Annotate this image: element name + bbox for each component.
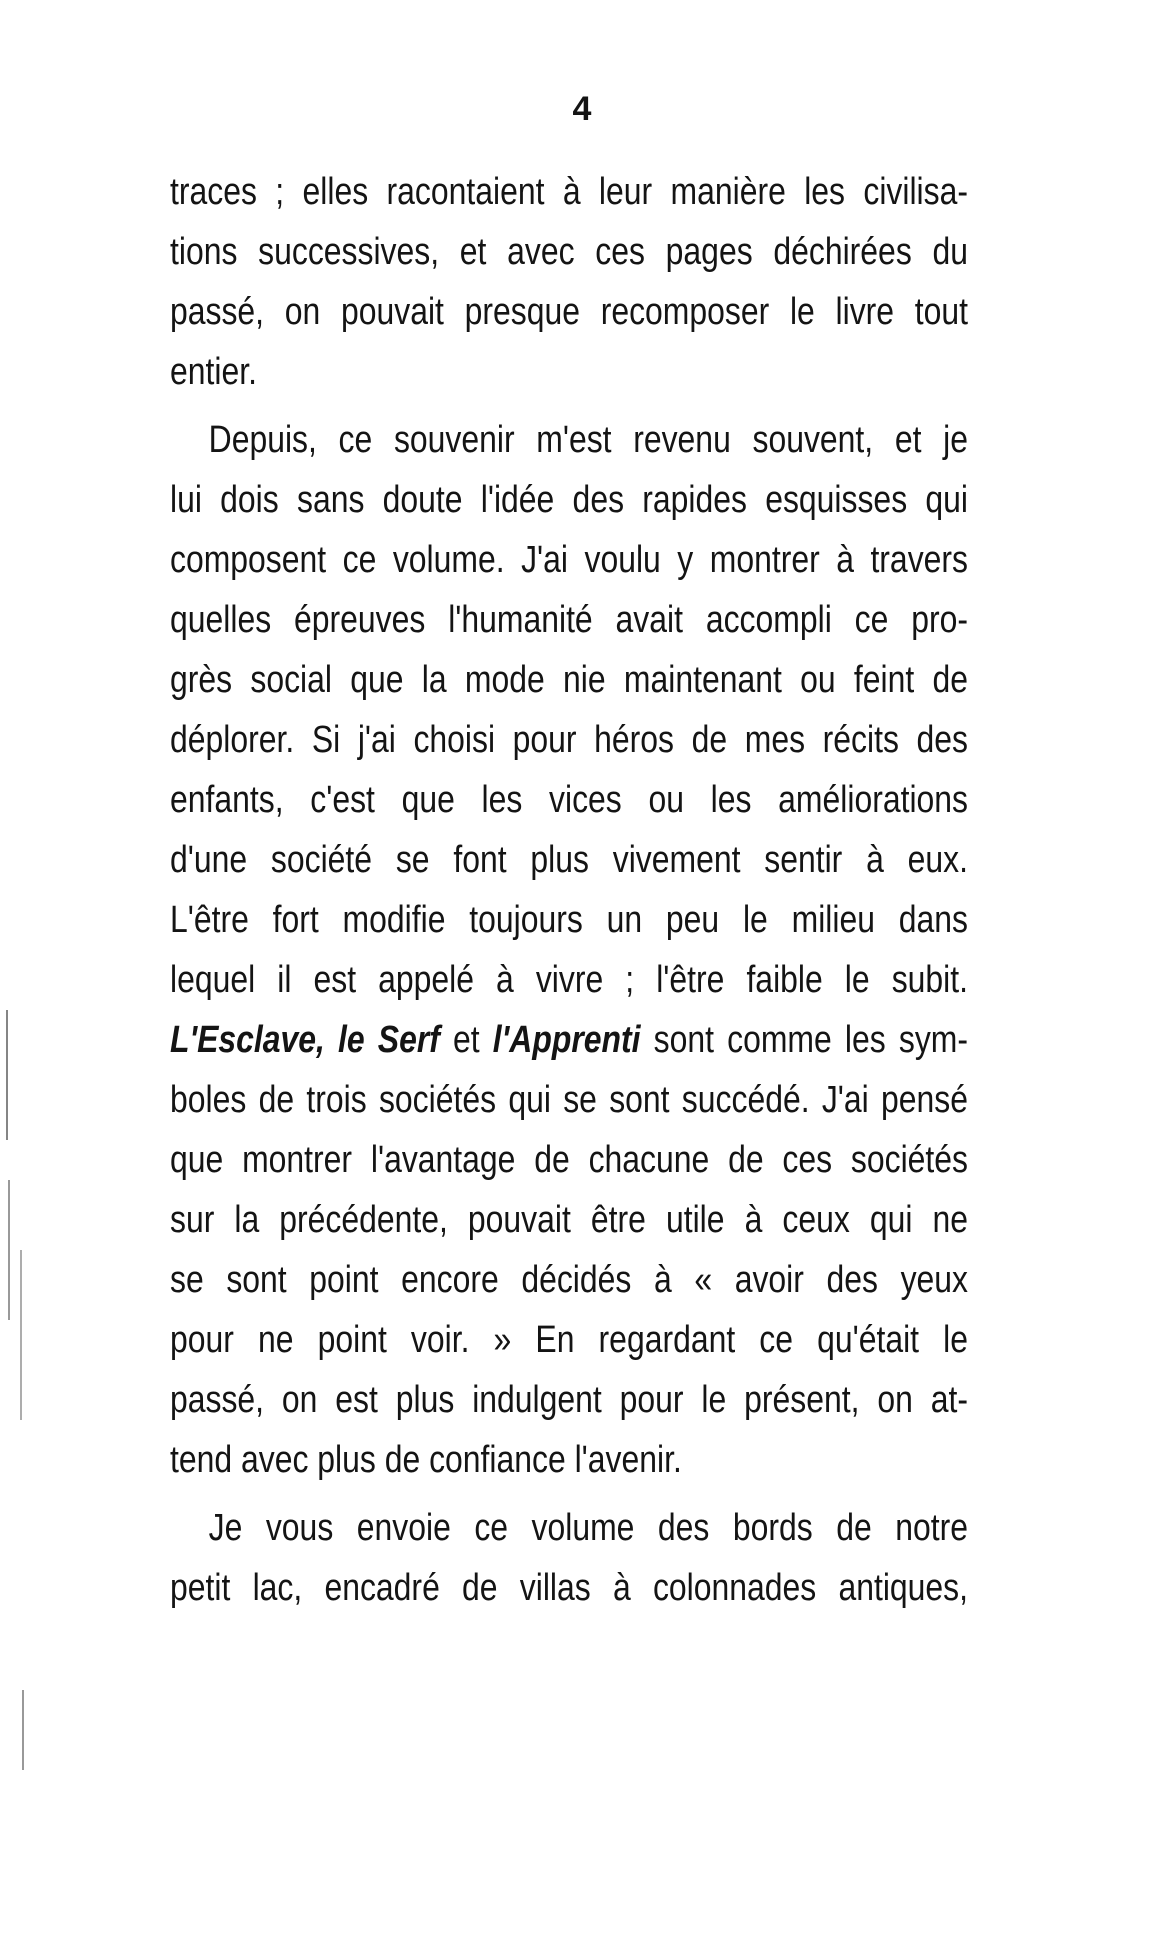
text-line: traces ; elles racontaient à leur manière les civilisa- xyxy=(170,171,968,213)
text-line: que montrer l'avantage de chacune de ces sociétés xyxy=(170,1139,968,1181)
paragraph-1 xyxy=(170,162,968,402)
text-line: se sont point encore décidés à « avoir des yeux xyxy=(170,1259,968,1301)
scan-margin-mark xyxy=(22,1690,24,1770)
text-line: quelles épreuves l'humanité avait accompli ce pro- xyxy=(170,599,968,641)
text-line: tend avec plus de confiance l'avenir. xyxy=(170,1439,682,1481)
text-line: d'une société se font plus vivement sentir à eux. xyxy=(170,839,968,881)
text-line: grès social que la mode nie maintenant ou feint de xyxy=(170,659,968,701)
text-line: lequel il est appelé à vivre ; l'être faible le subit. xyxy=(170,959,968,1001)
text-line: tions successives, et avec ces pages déchirées du xyxy=(170,231,968,273)
text-line: composent ce volume. J'ai voulu y montrer à travers xyxy=(170,539,968,581)
page-number: 4 xyxy=(572,90,592,128)
text-line-with-titles xyxy=(170,1010,968,1070)
conjunction: et xyxy=(439,1019,493,1061)
paragraph-3 xyxy=(170,1498,968,1618)
text-line: sur la précédente, pouvait être utile à ceux qui ne xyxy=(170,1199,968,1241)
text-line: Depuis, ce souvenir m'est revenu souvent, et je xyxy=(208,419,968,461)
text-line: Je vous envoie ce volume des bords de notre xyxy=(208,1507,968,1549)
scan-margin-mark xyxy=(6,1010,8,1140)
scan-margin-mark xyxy=(20,1250,22,1420)
text-line: passé, on est plus indulgent pour le présent, on at- xyxy=(170,1379,968,1421)
paragraph-2 xyxy=(170,410,968,1490)
text-line: entier. xyxy=(170,351,257,393)
scan-margin-mark xyxy=(8,1180,10,1320)
line-continuation: sont comme les sym- xyxy=(640,1019,968,1061)
text-line: L'être fort modifie toujours un peu le milieu dans xyxy=(170,899,968,941)
text-line: pour ne point voir. » En regardant ce qu'était le xyxy=(170,1319,968,1361)
text-line: petit lac, encadré de villas à colonnades antiques, xyxy=(170,1567,968,1609)
text-line: passé, on pouvait presque recomposer le livre tout xyxy=(170,291,968,333)
text-line: enfants, c'est que les vices ou les améliorations xyxy=(170,779,968,821)
book-title-apprenti: l'Apprenti xyxy=(492,1019,641,1061)
text-line: déplorer. Si j'ai choisi pour héros de mes récits des xyxy=(170,719,968,761)
text-line: lui dois sans doute l'idée des rapides esquisses qui xyxy=(170,479,968,521)
book-title-esclave-serf: L'Esclave, le Serf xyxy=(170,1019,440,1061)
text-line: boles de trois sociétés qui se sont succédé. J'ai pensé xyxy=(170,1079,968,1121)
page-body xyxy=(170,162,968,1618)
